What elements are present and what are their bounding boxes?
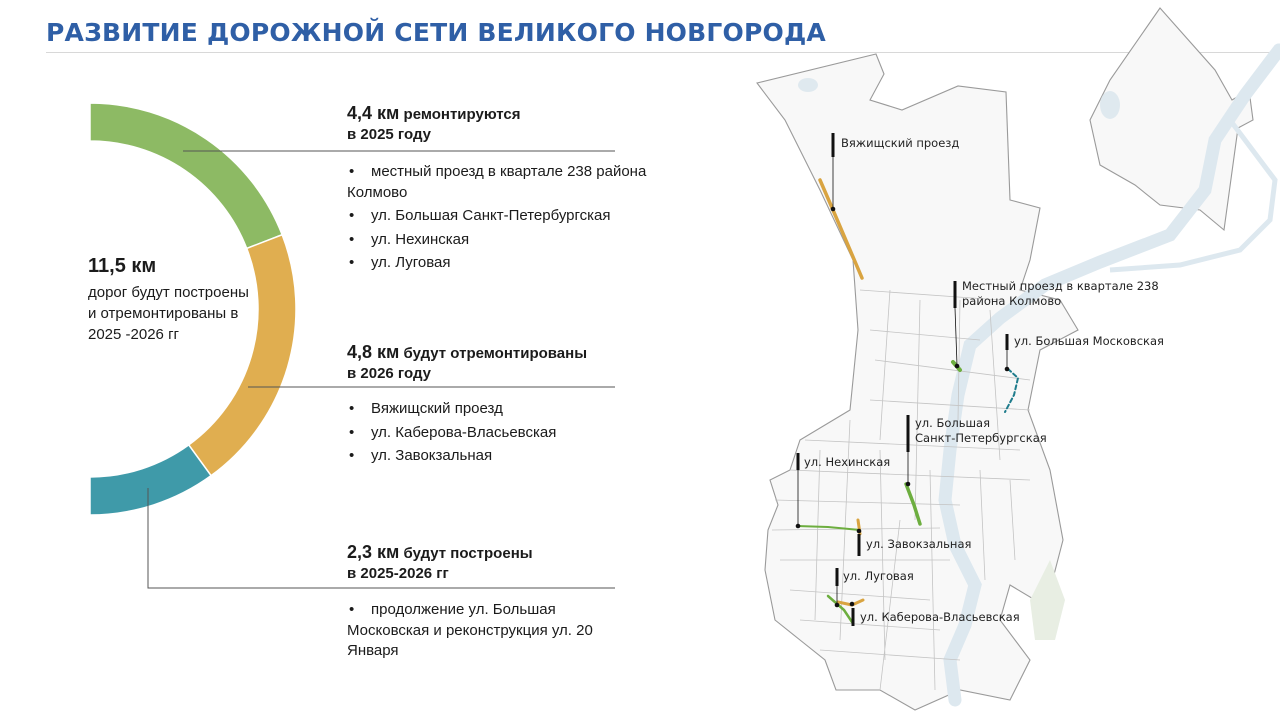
section-amount: 4,8 км xyxy=(347,342,400,362)
total-value: 11,5 км xyxy=(88,255,157,277)
list-item: • ул. Каберова-Власьевская xyxy=(347,421,556,445)
total-description: дорог будут построены и отремонтированы в 2025 -2026 гг xyxy=(88,284,249,343)
map-label-spb xyxy=(915,416,1047,446)
map-label-nekhinskaya: ул. Нехинская xyxy=(804,455,891,469)
map-label-kolmovo-line2: района Колмово xyxy=(962,294,1062,308)
map-label-spb-line2: Санкт-Петербургская xyxy=(915,431,1047,445)
map-label-vyazhishchsky: Вяжищский проезд xyxy=(841,136,960,150)
map-label-zavokzalnaya: ул. Завокзальная xyxy=(866,537,972,551)
map-label-lugovaya: ул. Луговая xyxy=(843,569,914,583)
map-label-moskovskaya: ул. Большая Московская xyxy=(1014,334,1164,348)
list-item: • местный проезд в квартале 238 района Колмово xyxy=(347,162,647,203)
page-title: РАЗВИТИЕ ДОРОЖНОЙ СЕТИ ВЕЛИКОГО НОВГОРОДА xyxy=(46,18,826,47)
list-item: • ул. Завокзальная xyxy=(347,444,556,468)
list-item: • продолжение ул. Большая Московская и реконструкция ул. 20 Января xyxy=(347,600,615,662)
section-amount: 4,4 км xyxy=(347,103,400,123)
list-item: • ул. Луговая xyxy=(347,251,611,275)
water-body xyxy=(1100,91,1120,119)
list-item: • ул. Большая Санкт-Петербургская xyxy=(347,204,611,228)
section-text-line1: будут построены xyxy=(403,545,533,562)
list-item: • Вяжищский проезд xyxy=(347,397,556,421)
map-label-spb-line1: ул. Большая xyxy=(915,416,991,430)
map-label-kaberova: ул. Каберова-Власьевская xyxy=(860,610,1020,624)
map-label-kolmovo-line1: Местный проезд в квартале 238 xyxy=(962,279,1159,293)
section-text-line1: будут отремонтированы xyxy=(403,345,588,362)
section-text-line1: ремонтируются xyxy=(403,106,521,123)
section-text-line2: в 2025 году xyxy=(347,126,431,143)
section-text-line2: в 2026 году xyxy=(347,365,431,382)
section-amount: 2,3 км xyxy=(347,542,400,562)
map-label-kolmovo xyxy=(962,279,1159,309)
section-text-line2: в 2025-2026 гг xyxy=(347,565,449,582)
water-body xyxy=(798,78,818,92)
list-item: • ул. Нехинская xyxy=(347,228,611,252)
